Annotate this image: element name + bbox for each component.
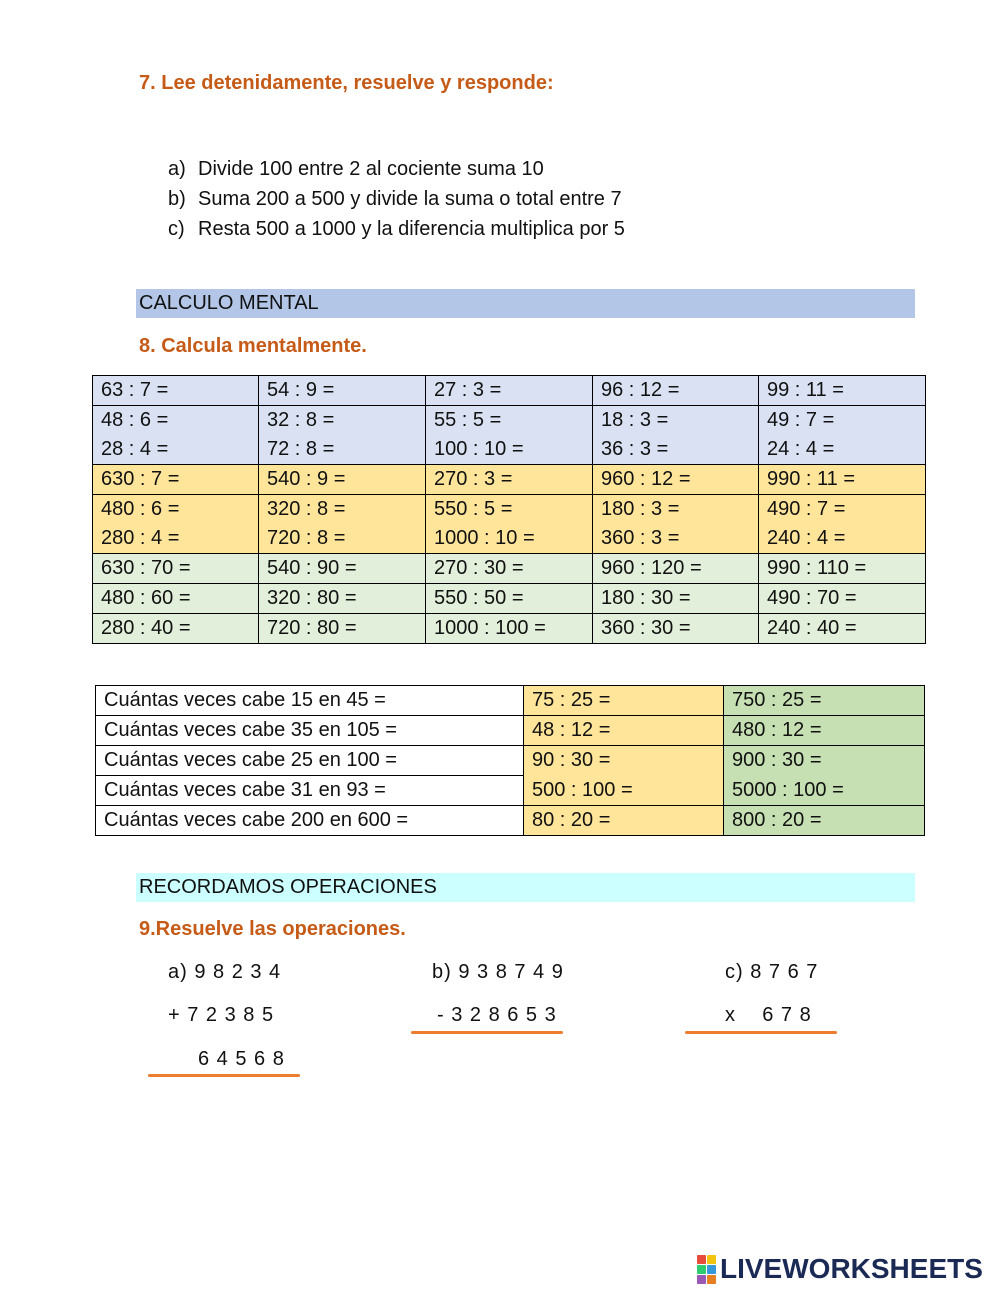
table-cell[interactable]: 960 : 12 =: [593, 465, 759, 495]
q7-item-a-marker: a): [168, 158, 186, 180]
table-row: [96, 686, 925, 716]
table-cell[interactable]: Cuántas veces cabe 200 en 600 =: [96, 806, 524, 836]
q7-item-b-marker: b): [168, 188, 186, 210]
q7-item-c-text: Resta 500 a 1000 y la diferencia multiplica por 5: [198, 218, 625, 240]
table-cell[interactable]: 550 : 5 =: [426, 495, 593, 525]
op-c-underline: [685, 1031, 837, 1034]
brand-name: LIVEWORKSHEETS: [720, 1253, 983, 1284]
table-cell[interactable]: 800 : 20 =: [724, 806, 925, 836]
table-cell[interactable]: 72 : 8 =: [259, 435, 426, 465]
q7-item-a: [168, 158, 544, 181]
op-a-result[interactable]: 6 4 5 6 8: [198, 1048, 285, 1070]
op-a-line2: + 7 2 3 8 5: [168, 1004, 275, 1026]
table-cell[interactable]: 750 : 25 =: [724, 686, 925, 716]
table-cell[interactable]: 540 : 9 =: [259, 465, 426, 495]
table-cell[interactable]: Cuántas veces cabe 15 en 45 =: [96, 686, 524, 716]
table-cell[interactable]: 320 : 80 =: [259, 584, 426, 614]
table-row: [93, 554, 926, 584]
q7-item-a-text: Divide 100 entre 2 al cociente suma 10: [198, 158, 544, 180]
table-cell[interactable]: 90 : 30 =: [524, 746, 724, 776]
table-cell[interactable]: 360 : 30 =: [593, 614, 759, 644]
table-cell[interactable]: Cuántas veces cabe 25 en 100 =: [96, 746, 524, 776]
table-cell[interactable]: 28 : 4 =: [93, 435, 259, 465]
q7-item-c-marker: c): [168, 218, 185, 240]
table-cell[interactable]: Cuántas veces cabe 31 en 93 =: [96, 776, 524, 806]
table-cell[interactable]: 96 : 12 =: [593, 376, 759, 406]
table-row: [93, 495, 926, 525]
liveworksheets-logo-icon: [697, 1255, 716, 1284]
table-cell[interactable]: 720 : 8 =: [259, 524, 426, 554]
table-cell[interactable]: 55 : 5 =: [426, 406, 593, 436]
mental-division-table: [92, 375, 926, 644]
q8-title: 8. Calcula mentalmente.: [139, 335, 367, 357]
table-cell[interactable]: 490 : 70 =: [759, 584, 926, 614]
op-c-line1: c) 8 7 6 7: [725, 961, 819, 983]
table-cell[interactable]: 240 : 40 =: [759, 614, 926, 644]
q9-title: 9.Resuelve las operaciones.: [139, 918, 406, 940]
table-cell[interactable]: 480 : 60 =: [93, 584, 259, 614]
table-row: [96, 746, 925, 776]
table-cell[interactable]: Cuántas veces cabe 35 en 105 =: [96, 716, 524, 746]
q7-item-b-text: Suma 200 a 500 y divide la suma o total entre 7: [198, 188, 622, 210]
table-cell[interactable]: 280 : 4 =: [93, 524, 259, 554]
table-cell[interactable]: 54 : 9 =: [259, 376, 426, 406]
table-cell[interactable]: 100 : 10 =: [426, 435, 593, 465]
table-cell[interactable]: 480 : 12 =: [724, 716, 925, 746]
cabe-table: [95, 685, 925, 836]
table-cell[interactable]: 63 : 7 =: [93, 376, 259, 406]
table-cell[interactable]: 280 : 40 =: [93, 614, 259, 644]
table-cell[interactable]: 80 : 20 =: [524, 806, 724, 836]
table-cell[interactable]: 550 : 50 =: [426, 584, 593, 614]
table-cell[interactable]: 630 : 70 =: [93, 554, 259, 584]
table-row: [93, 614, 926, 644]
table-cell[interactable]: 360 : 3 =: [593, 524, 759, 554]
table-row: [93, 406, 926, 436]
table-cell[interactable]: 75 : 25 =: [524, 686, 724, 716]
table-cell[interactable]: 99 : 11 =: [759, 376, 926, 406]
table-row: [93, 435, 926, 465]
table-cell[interactable]: 720 : 80 =: [259, 614, 426, 644]
table-cell[interactable]: 480 : 6 =: [93, 495, 259, 525]
q7-item-b: [168, 188, 622, 211]
table-cell[interactable]: 180 : 3 =: [593, 495, 759, 525]
table-cell[interactable]: 36 : 3 =: [593, 435, 759, 465]
table-row: [93, 524, 926, 554]
table-cell[interactable]: 180 : 30 =: [593, 584, 759, 614]
table-row: [93, 376, 926, 406]
q7-item-c: [168, 218, 625, 241]
section-band-calculo-mental: CALCULO MENTAL: [136, 289, 915, 318]
table-cell[interactable]: 500 : 100 =: [524, 776, 724, 806]
table-cell[interactable]: 32 : 8 =: [259, 406, 426, 436]
table-cell[interactable]: 490 : 7 =: [759, 495, 926, 525]
op-b-underline: [411, 1031, 563, 1034]
table-cell[interactable]: 5000 : 100 =: [724, 776, 925, 806]
table-row: [96, 776, 925, 806]
table-cell[interactable]: 27 : 3 =: [426, 376, 593, 406]
table-cell[interactable]: 990 : 110 =: [759, 554, 926, 584]
table-cell[interactable]: 540 : 90 =: [259, 554, 426, 584]
op-b-line1: b) 9 3 8 7 4 9: [432, 961, 564, 983]
liveworksheets-brand: [697, 1253, 983, 1285]
table-cell[interactable]: 1000 : 10 =: [426, 524, 593, 554]
table-cell[interactable]: 24 : 4 =: [759, 435, 926, 465]
table-cell[interactable]: 48 : 12 =: [524, 716, 724, 746]
table-cell[interactable]: 900 : 30 =: [724, 746, 925, 776]
section-band-recordamos-operaciones: RECORDAMOS OPERACIONES: [136, 873, 915, 902]
table-cell[interactable]: 49 : 7 =: [759, 406, 926, 436]
table-row: [96, 716, 925, 746]
table-cell[interactable]: 320 : 8 =: [259, 495, 426, 525]
table-row: [93, 465, 926, 495]
op-c-line2: x 6 7 8: [725, 1004, 812, 1026]
q7-title: 7. Lee detenidamente, resuelve y responde:: [139, 72, 554, 94]
table-cell[interactable]: 1000 : 100 =: [426, 614, 593, 644]
table-cell[interactable]: 270 : 3 =: [426, 465, 593, 495]
op-a-line1: a) 9 8 2 3 4: [168, 961, 282, 983]
op-a-underline: [148, 1074, 300, 1077]
table-row: [96, 806, 925, 836]
table-cell[interactable]: 270 : 30 =: [426, 554, 593, 584]
table-cell[interactable]: 630 : 7 =: [93, 465, 259, 495]
table-cell[interactable]: 48 : 6 =: [93, 406, 259, 436]
table-cell[interactable]: 240 : 4 =: [759, 524, 926, 554]
op-b-line2: - 3 2 8 6 5 3: [437, 1004, 557, 1026]
table-cell[interactable]: 960 : 120 =: [593, 554, 759, 584]
table-row: [93, 584, 926, 614]
table-cell[interactable]: 18 : 3 =: [593, 406, 759, 436]
table-cell[interactable]: 990 : 11 =: [759, 465, 926, 495]
